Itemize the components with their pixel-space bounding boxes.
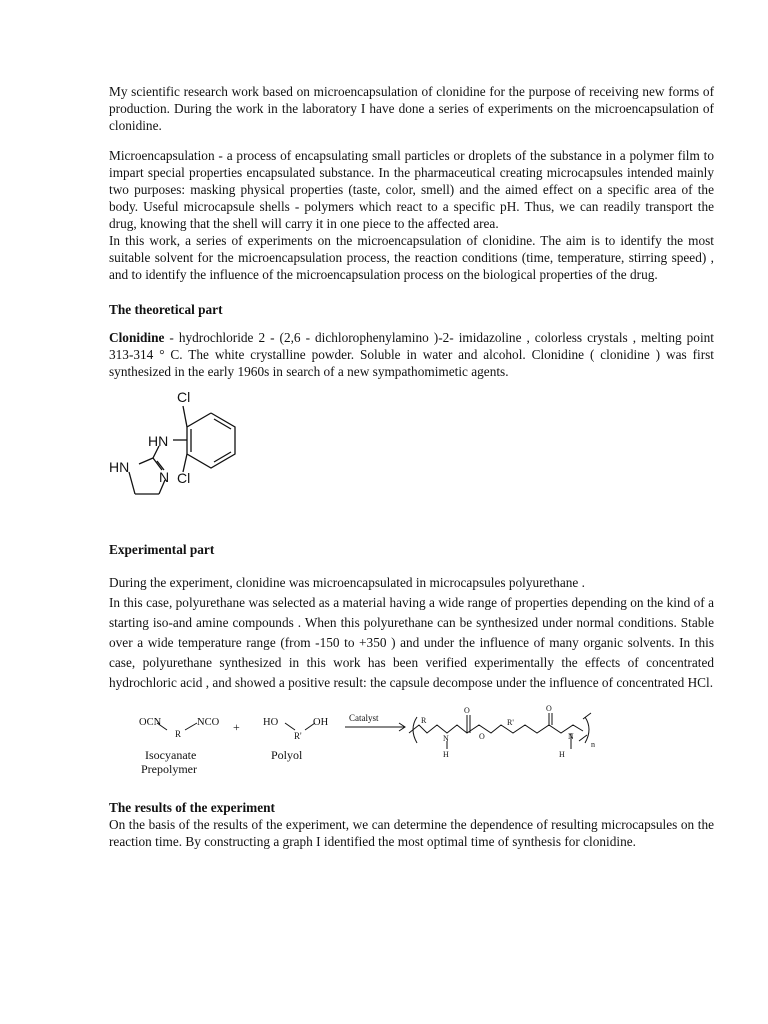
ocn-label: OCN [139, 717, 162, 728]
r-prime-label: R' [294, 731, 302, 741]
clonidine-term: Clonidine [109, 330, 165, 345]
intro-paragraph-3: In this work, a series of experiments on the microencapsulation of clonidine. The aim is to identify the most suitable solvent for the microencapsulation process, the reaction conditions (time, temperature, stirring speed) , and to identify the influence of the microencapsulation process on the biological properties of the drug. [109, 233, 714, 282]
ho-label: HO [263, 717, 279, 728]
plus-sign: + [233, 720, 240, 734]
reaction-scheme [109, 703, 714, 793]
hn-ring-label: HN [109, 459, 130, 475]
cl-top-label: Cl [177, 389, 191, 405]
oh-label: OH [313, 717, 329, 728]
n-ring-label: N [159, 469, 170, 485]
r-label: R [175, 729, 182, 739]
intro-paragraph-1: My scientific research work based on microencapsulation of clonidine for the purpose of receiving new forms of production. During the work in the laboratory I have done a series of experiments on the microencapsulation of clonidine. [109, 84, 714, 133]
product-n-subscript: n [591, 740, 595, 749]
product-o-top1-label: O [464, 706, 470, 715]
experimental-paragraph-1: During the experiment, clonidine was microencapsulated in microcapsules polyurethane . [109, 575, 585, 590]
experimental-heading: Experimental part [109, 542, 215, 557]
document-page [109, 80, 714, 850]
hn-link-label: HN [148, 433, 169, 449]
product-o-mid-label: O [479, 732, 485, 741]
product-n1-label: N [443, 734, 449, 743]
prepolymer-label: Prepolymer [141, 762, 197, 776]
polyol-label: Polyol [271, 748, 303, 762]
product-r-prime-label: R' [507, 718, 514, 727]
isocyanate-label: Isocyanate [145, 748, 197, 762]
product-h2-label: H [559, 750, 565, 759]
catalyst-label: Catalyst [349, 713, 379, 723]
intro-paragraph-2: Microencapsulation - a process of encapsulating small particles or droplets of the substance in a polymer film to impart special properties encapsulated substance. In the pharmaceutical creating microcapsules intended mainly two purposes: masking physical properties (taste, color, smell) and the aimed effect on a specific area of the body. Useful microcapsule shells - polymers which react to a specific pH. Thus, we can readily transport the drug, knowing that the shell will carry it in one piece to the affected area. [109, 148, 714, 231]
clonidine-structure [107, 384, 307, 519]
clonidine-paragraph [109, 329, 714, 380]
results-paragraph: On the basis of the results of the experiment, we can determine the dependence of resulting microcapsules on the reaction time. By constructing a graph I identified the most optimal time of synthesis for clonidine. [109, 817, 714, 849]
clonidine-description: - hydrochloride 2 - (2,6 - dichlorophenylamino )-2- imidazoline , colorless crystals , melting point 313-314 ° C. The white crystalline powder. Soluble in water and alcohol. Clonidine ( clonidine ) was first synthesized in the early 1960s in search of a new sympathomimetic agents. [109, 330, 714, 379]
product-r-label: R [421, 716, 427, 725]
product-o-top2-label: O [546, 704, 552, 713]
experimental-paragraph-2: In this case, polyurethane was selected as a material having a wide range of properties depending on the kind of a starting iso-and amine compounds . When this polyurethane can be synthesized under normal conditions. Stable over a wide temperature range (from -150 to +350 ) and under the influence of many organic solvents. In this case, polyurethane synthesized in this work has been verified experimentally the effects of concentrated hydrochloric acid , and showed a positive result: the capsule decompose under the influence of concentrated HCl. [109, 595, 714, 690]
cl-bottom-label: Cl [177, 470, 191, 486]
product-n2-label: N [568, 732, 574, 741]
product-h1-label: H [443, 750, 449, 759]
results-heading: The results of the experiment [109, 800, 275, 815]
nco-label: NCO [197, 717, 220, 728]
theoretical-heading: The theoretical part [109, 302, 223, 317]
